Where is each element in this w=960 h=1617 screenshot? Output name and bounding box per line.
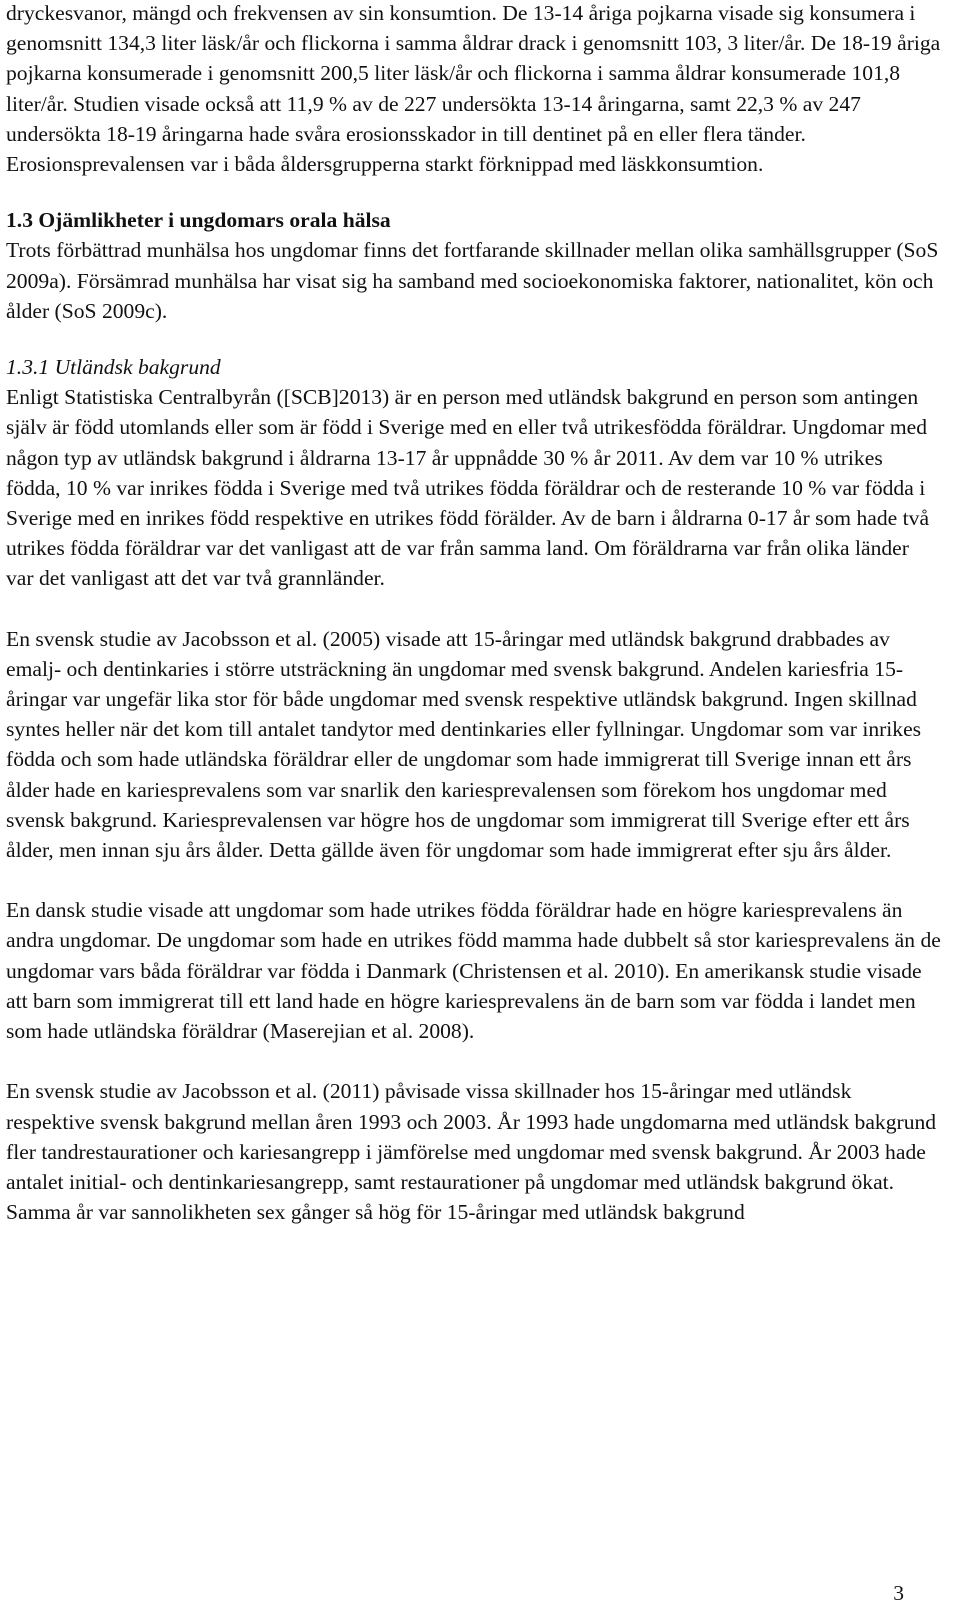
paragraph-jacobsson-2005: En svensk studie av Jacobsson et al. (2005) visade att 15-åringar med utländsk bakgrund drabbades av emalj- och dentinkaries i större utsträckning än ungdomar med svensk bakgrund. Andelen kariesfria 15-åringar var ungefär lika stor för både ungdomar med svensk respektive utländsk bakgrund. Ingen skillnad syntes heller när det kom till antalet tandytor med dentinkaries eller fyllningar. Ungdomar som var inrikes födda och som hade utländska föräldrar eller de ungdomar som hade immigrerat till Sverige innan ett års ålder hade en kariesprevalens som var snarlik den kariesprevalensen som förekom hos ungdomar med svensk bakgrund. Kariesprevalensen var högre hos de ungdomar som immigrerat till Sverige efter ett års ålder, men innan sju års ålder. Detta gällde även för ungdomar som hade immigrerat efter sju års ålder. [6,626,922,863]
page-number: 3 [893,1581,904,1605]
paragraph-scb-definition: Enligt Statistiska Centralbyrån ([SCB]2013) är en person med utländsk bakgrund en person som antingen själv är född utomlands eller som är född i Sverige med en eller två utrikesfödda föräldrar. Ungdomar med någon typ av utländsk bakgrund i åldrarna 13-17 år uppnådde 30 % år 2011. Av dem var 10 % utrikes födda, 10 % var inrikes födda i Sverige med två utrikes födda föräldrar och de resterande 10 % var födda i Sverige med en inrikes född respektive en utrikes född förälder. Av de barn i åldrarna 0-17 år som hade två utrikes födda föräldrar var det vanligast att de var från samma land. Om föräldrarna var från olika länder var det vanligast att det var två grannländer. [6,385,930,591]
document-page [6,0,941,1227]
paragraph-danish-american-studies: En dansk studie visade att ungdomar som hade utrikes födda föräldrar hade en högre kariesprevalens än andra ungdomar. De ungdomar som hade en utrikes född mamma hade dubbelt så stor kariesprevalens än de ungdomar vars båda föräldrar var födda i Danmark (Christensen et al. 2010). En amerikansk studie visade att barn som immigrerat till ett land hade en högre kariesprevalens än de barn som var födda i landet men som hade utländska föräldrar (Maserejian et al. 2008). [6,898,941,1044]
paragraph-jacobsson-2011: En svensk studie av Jacobsson et al. (2011) påvisade vissa skillnader hos 15-åringar med utländsk respektive svensk bakgrund mellan åren 1993 och 2003. År 1993 hade ungdomarna med utländsk bakgrund fler tandrestaurationer och kariesangrepp i jämförelse med ungdomar med svensk bakgrund. År 2003 hade antalet initial- och dentinkariesangrepp, samt restaurationer på ungdomar med utländsk bakgrund ökat. Samma år var sannolikheten sex gånger så hög för 15-åringar med utländsk bakgrund [6,1079,937,1225]
subsection-heading-foreign-background: 1.3.1 Utländsk bakgrund [6,355,221,380]
paragraph-soft-drink-consumption: dryckesvanor, mängd och frekvensen av sin konsumtion. De 13-14 åriga pojkarna visade sig konsumera i genomsnitt 134,3 liter läsk/år och flickorna i samma åldrar drack i genomsnitt 103, 3 liter/år. De 18-19 åriga pojkarna konsumerade i genomsnitt 200,5 liter läsk/år och flickorna i samma åldrar konsumerade 101,8 liter/år. Studien visade också att 11,9 % av de 227 undersökta 13-14 åringarna, samt 22,3 % av 247 undersökta 18-19 åringarna hade svåra erosionsskador in till dentinet på en eller flera tänder. Erosionsprevalensen var i båda åldersgrupperna starkt förknippad med läskkonsumtion. [6,1,941,177]
section-heading-inequalities: 1.3 Ojämlikheter i ungdomars orala hälsa [6,208,391,233]
paragraph-oral-health-differences: Trots förbättrad munhälsa hos ungdomar finns det fortfarande skillnader mellan olika samhällsgrupper (SoS 2009a). Försämrad munhälsa har visat sig ha samband med socioekonomiska faktorer, nationalitet, kön och ålder (SoS 2009c). [6,238,939,323]
